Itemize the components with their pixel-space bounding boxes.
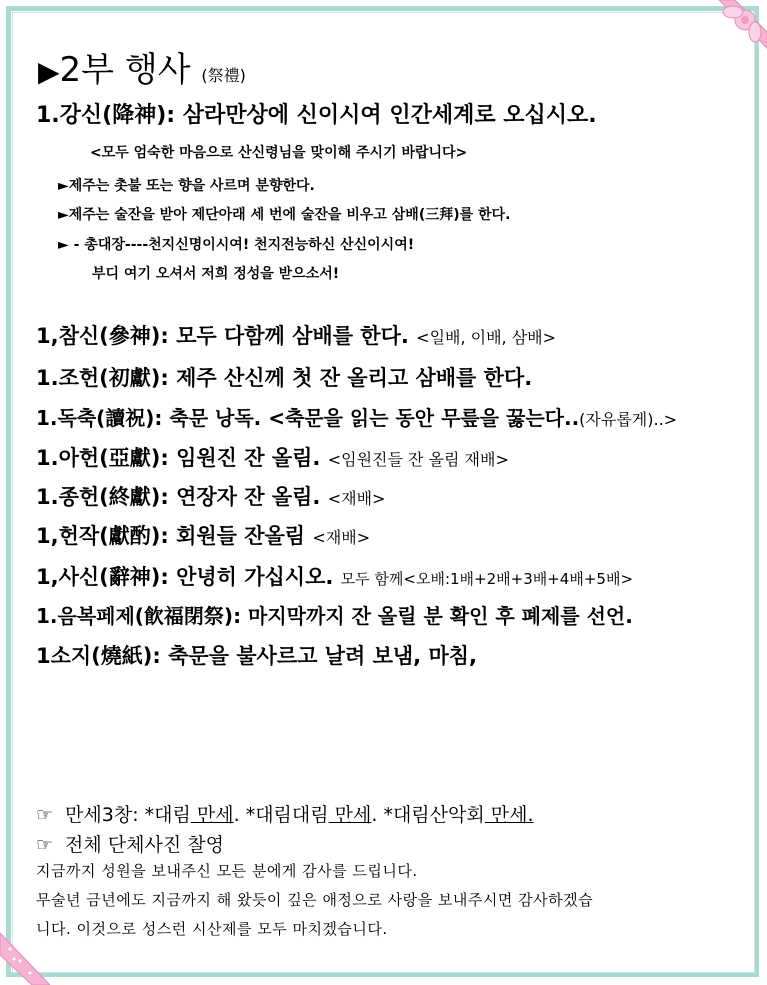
list-item: 1소지(燒紙): 축문을 불사르고 날려 보냄, 마침, <box>36 644 478 668</box>
title-hanja: (祭禮) <box>201 66 246 85</box>
play-icon: ▶ <box>38 55 60 88</box>
list-item: 1.아헌(亞獻): 임원진 잔 올림. <임원진들 잔 올림 재배> <box>36 446 509 470</box>
title-text: 2부 행사 <box>59 50 191 90</box>
list-item: 1,헌작(獻酌): 회원들 잔올림 <재배> <box>36 524 371 548</box>
footer-line: 무술년 금년에도 지금까지 해 왔듯이 깊은 애정으로 사랑을 보내주시면 감사하겠습 <box>36 891 594 909</box>
cheer-line: ☞ 만세3창: *대림 만세. *대림대림 만세. *대림산악회 만세. <box>36 804 534 826</box>
pointing-hand-icon: ☞ <box>36 804 54 826</box>
list-item: 1,사신(辭神): 안녕히 가십시오. 모두 함께<오배:1배+2배+3배+4배+5배> <box>36 565 634 589</box>
bullet-continuation: 부디 여기 오셔서 저희 정성을 받으소서! <box>92 266 340 282</box>
page-title <box>38 42 246 91</box>
footer-line: 니다. 이것으로 성스런 시산제를 모두 마치겠습니다. <box>36 920 388 938</box>
bullet-item: ►제주는 촛불 또는 향을 사르며 분향한다. <box>58 178 315 194</box>
bullet-item: ► - 총대장----천지신명이시여! 천지전능하신 산신이시여! <box>58 237 415 253</box>
bullet-icon: ► <box>58 237 69 253</box>
bullet-item: ►제주는 술잔을 받아 제단아래 세 번에 술잔을 비우고 삼배(三拜)를 한다. <box>58 207 511 223</box>
list-item: 1.조헌(初獻): 제주 산신께 첫 잔 올리고 삼배를 한다. <box>36 366 533 390</box>
bullet-icon: ► <box>58 178 69 194</box>
section1-heading: 1.강신(降神): 삼라만상에 신이시여 인간세계로 오십시오. <box>36 103 597 128</box>
footer-line: 지금까지 성원을 보내주신 모든 분에게 감사를 드립니다. <box>36 862 418 880</box>
list-item: 1.독축(讀祝): 축문 낭독. <축문을 읽는 동안 무릎을 꿇는다..(자유롭게)..> <box>36 406 678 430</box>
list-item: 1.음복페제(飮福閉祭): 마지막까지 잔 올릴 분 확인 후 폐제를 선언. <box>36 604 633 628</box>
list-item: 1,참신(參神): 모두 다함께 삼배를 한다. <일배, 이배, 삼배> <box>36 324 557 348</box>
section1-sub: <모두 엄숙한 마음으로 산신령님을 맞이해 주시기 바랍니다> <box>90 145 468 161</box>
list-item: 1.종헌(終獻): 연장자 잔 올림. <재배> <box>36 485 386 509</box>
pointing-hand-icon: ☞ <box>36 834 54 856</box>
bullet-icon: ► <box>58 207 69 223</box>
photo-line: ☞ 전체 단체사진 찰영 <box>36 834 224 856</box>
